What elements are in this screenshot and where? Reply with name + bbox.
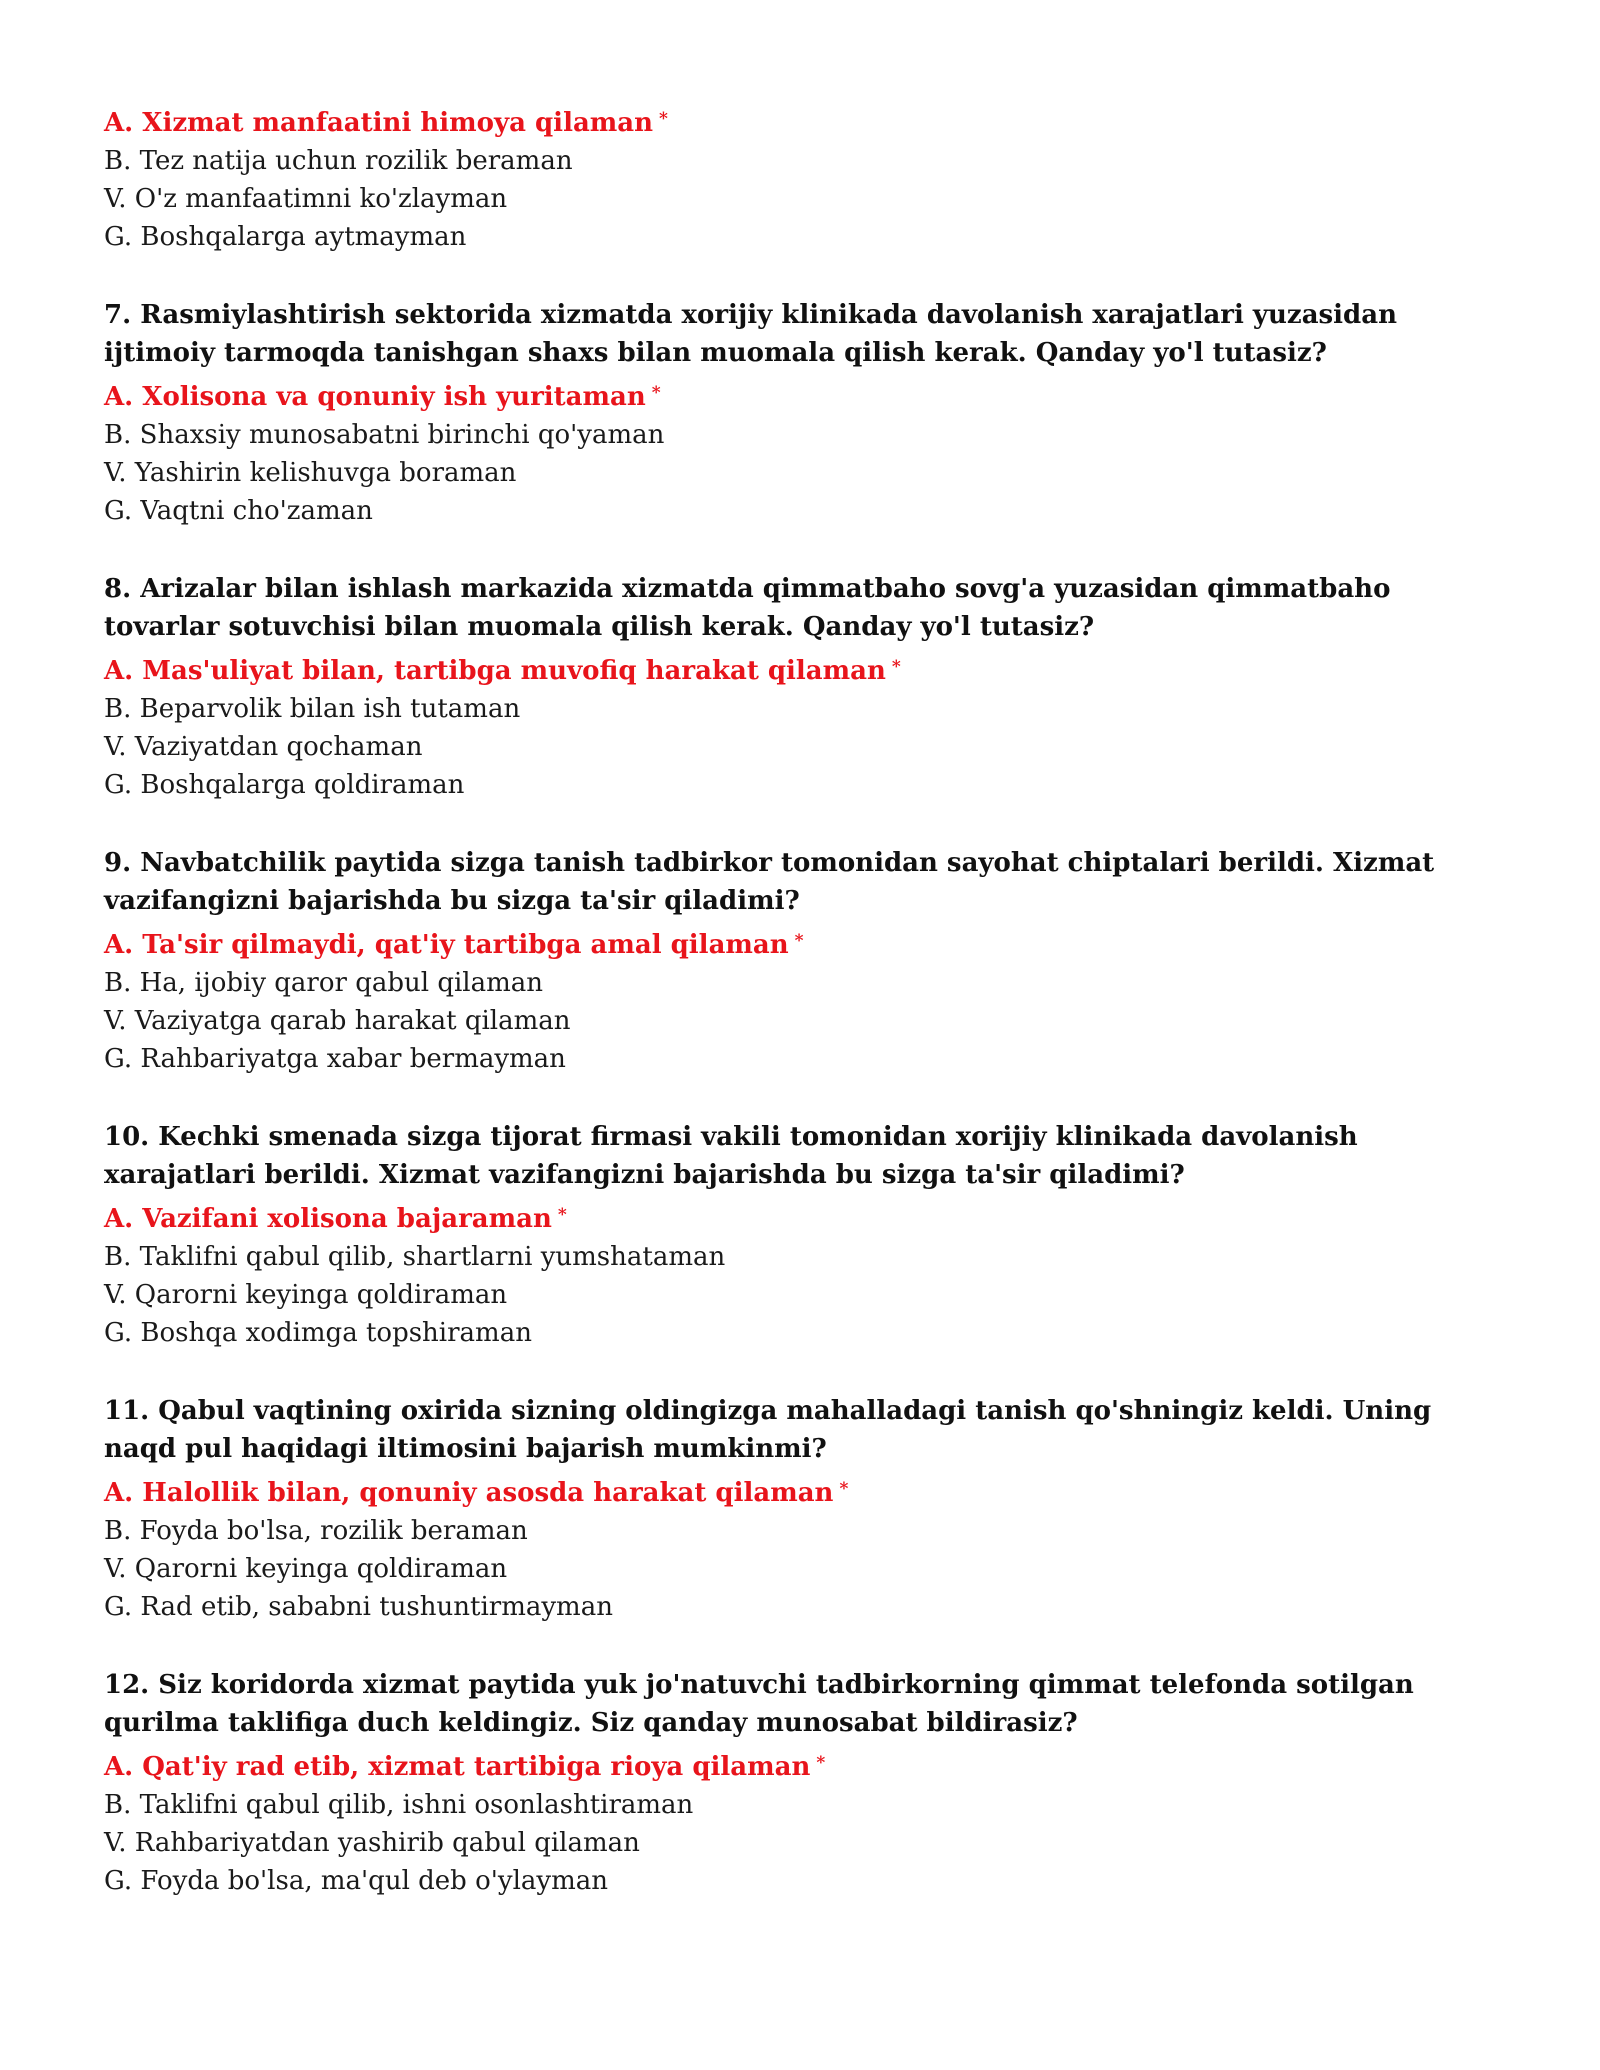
option-b: B. Taklifni qabul qilib, ishni osonlashtiraman — [104, 1790, 694, 1820]
option-b: B. Beparvolik bilan ish tutaman — [104, 694, 521, 724]
question-block-8 — [104, 570, 1500, 804]
question-text: 10. Kechki smenada sizga tijorat firmasi vakili tomonidan xorijiy klinikada davolanish xarajatlari berildi. Xizmat vazifangizni bajarishda bu sizga ta'sir qiladimi? — [104, 1122, 1358, 1190]
option-g: G. Foyda bo'lsa, ma'qul deb o'ylayman — [104, 1866, 608, 1896]
option-g: G. Vaqtni cho'zaman — [104, 496, 373, 526]
option-a-correct: A. Xizmat manfaatini himoya qilaman * — [104, 108, 668, 138]
option-a-correct: A. Mas'uliyat bilan, tartibga muvofiq harakat qilaman * — [104, 656, 901, 686]
option-g: G. Boshqalarga qoldiraman — [104, 770, 465, 800]
correct-marker: * — [794, 931, 804, 951]
option-a-correct: A. Halollik bilan, qonuniy asosda harakat qilaman * — [104, 1478, 849, 1508]
option-b: B. Tez natija uchun rozilik beraman — [104, 146, 573, 176]
question-text: 9. Navbatchilik paytida sizga tanish tadbirkor tomonidan sayohat chiptalari berildi. Xizmat vazifangizni bajarishda bu sizga ta'sir qiladimi? — [104, 848, 1435, 916]
option-v: V. Yashirin kelishuvga boraman — [104, 458, 517, 488]
question-text: 12. Siz koridorda xizmat paytida yuk jo'natuvchi tadbirkorning qimmat telefonda sotilgan qurilma taklifiga duch keldingiz. Siz qanday munosabat bildirasiz? — [104, 1670, 1414, 1738]
option-g: G. Boshqalarga aytmayman — [104, 222, 467, 252]
option-v: V. Vaziyatga qarab harakat qilaman — [104, 1006, 571, 1036]
correct-marker: * — [557, 1205, 567, 1225]
option-b: B. Taklifni qabul qilib, shartlarni yumshataman — [104, 1242, 726, 1272]
option-g: G. Rahbariyatga xabar bermayman — [104, 1044, 566, 1074]
question-block-10 — [104, 1118, 1500, 1352]
option-a-correct: A. Xolisona va qonuniy ish yuritaman * — [104, 382, 661, 412]
correct-marker: * — [651, 383, 661, 403]
option-b: B. Foyda bo'lsa, rozilik beraman — [104, 1516, 528, 1546]
option-a-correct: A. Ta'sir qilmaydi, qat'iy tartibga amal qilaman * — [104, 930, 804, 960]
question-block-6 — [104, 100, 1500, 256]
option-b: B. Shaxsiy munosabatni birinchi qo'yaman — [104, 420, 665, 450]
option-v: V. Qarorni keyinga qoldiraman — [104, 1280, 508, 1310]
option-b: B. Ha, ijobiy qaror qabul qilaman — [104, 968, 543, 998]
correct-marker: * — [891, 657, 901, 677]
question-block-9 — [104, 844, 1500, 1078]
option-v: V. Qarorni keyinga qoldiraman — [104, 1554, 508, 1584]
question-text: 7. Rasmiylashtirish sektorida xizmatda xorijiy klinikada davolanish xarajatlari yuzasidan ijtimoiy tarmoqda tanishgan shaxs bilan muomala qilish kerak. Qanday yo'l tutasiz? — [104, 300, 1397, 368]
option-v: V. Rahbariyatdan yashirib qabul qilaman — [104, 1828, 640, 1858]
question-block-11 — [104, 1392, 1500, 1626]
option-g: G. Rad etib, sababni tushuntirmayman — [104, 1592, 613, 1622]
option-a-correct: A. Qat'iy rad etib, xizmat tartibiga rioya qilaman * — [104, 1752, 826, 1782]
correct-marker: * — [659, 109, 668, 129]
correct-marker: * — [816, 1753, 826, 1773]
option-v: V. O'z manfaatimni ko'zlayman — [104, 184, 508, 214]
question-text: 11. Qabul vaqtining oxirida sizning oldingizga mahalladagi tanish qo'shningiz keldi. Uning naqd pul haqidagi iltimosini bajarish mumkinmi? — [104, 1396, 1432, 1464]
option-a-correct: A. Vazifani xolisona bajaraman * — [104, 1204, 567, 1234]
option-v: V. Vaziyatdan qochaman — [104, 732, 423, 762]
question-block-12 — [104, 1666, 1500, 1900]
question-text: 8. Arizalar bilan ishlash markazida xizmatda qimmatbaho sovg'a yuzasidan qimmatbaho tovarlar sotuvchisi bilan muomala qilish kerak. Qanday yo'l tutasiz? — [104, 574, 1391, 642]
correct-marker: * — [839, 1479, 849, 1499]
option-g: G. Boshqa xodimga topshiraman — [104, 1318, 532, 1348]
question-block-7 — [104, 296, 1500, 530]
